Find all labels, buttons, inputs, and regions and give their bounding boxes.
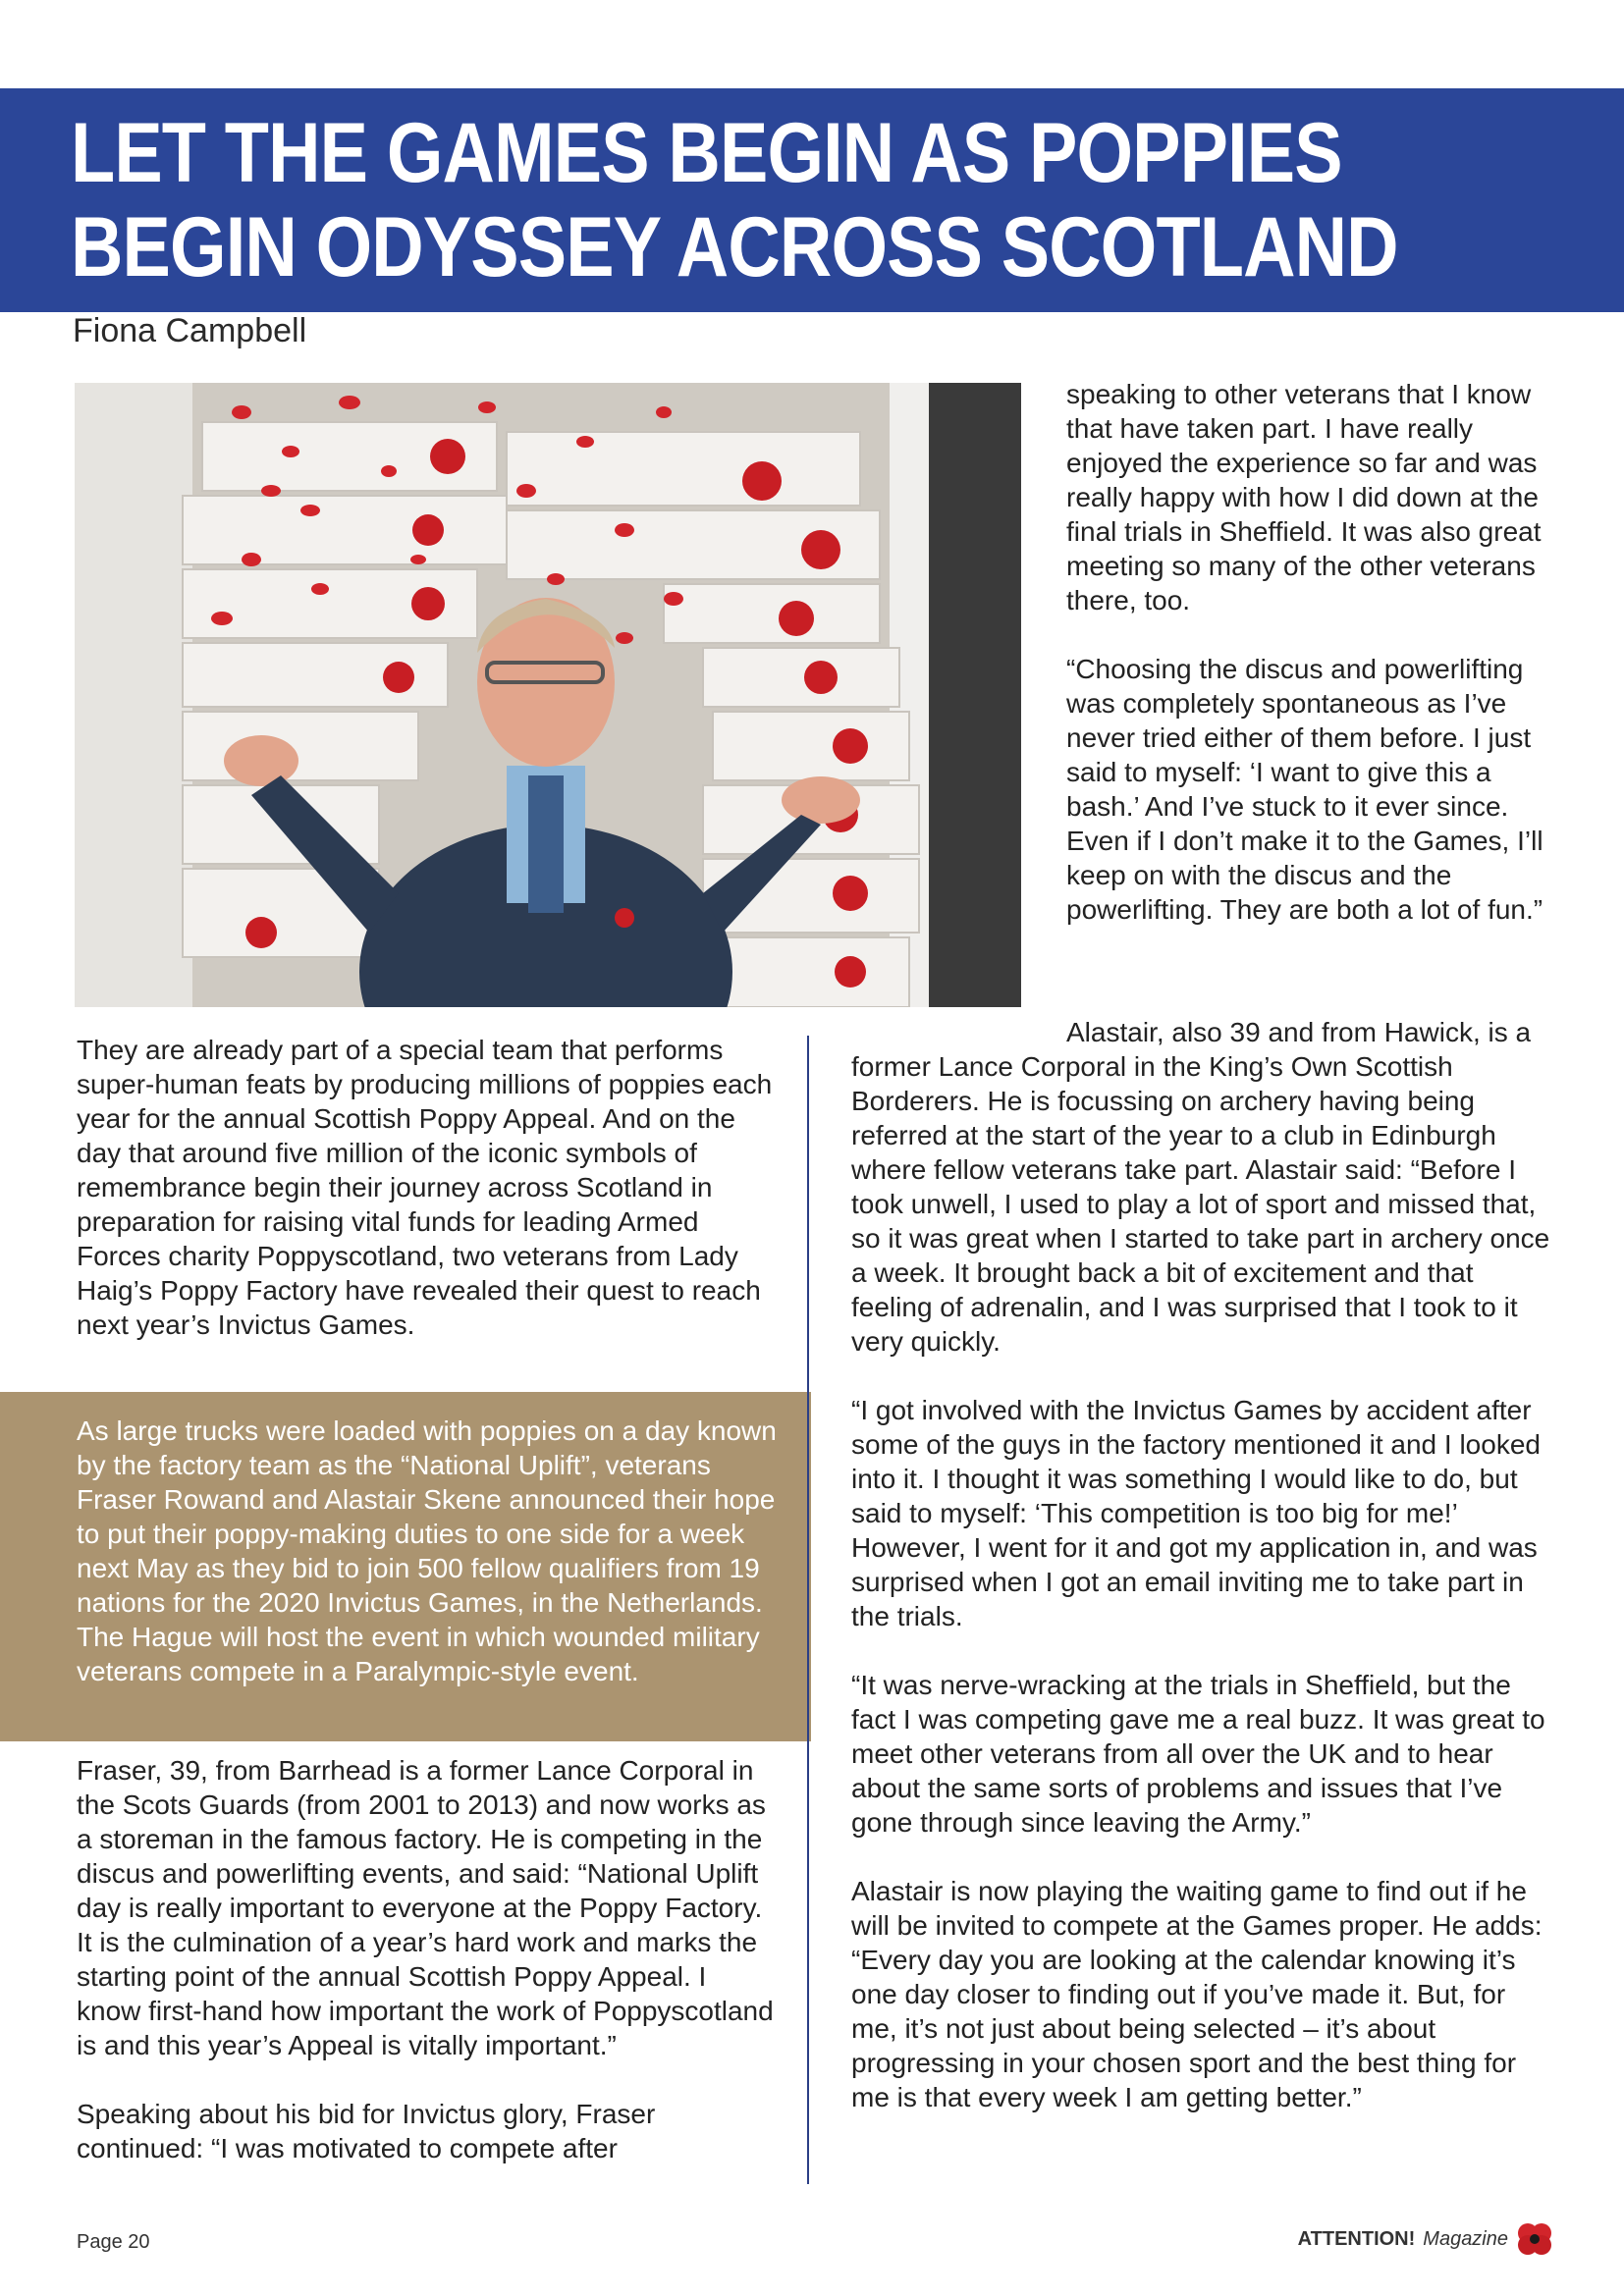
headline-banner [0, 88, 1624, 312]
column-divider [807, 1036, 809, 2184]
article-headline: LET THE GAMES BEGIN AS POPPIES BEGIN ODYSSEY ACROSS SCOTLAND [71, 106, 1398, 294]
page-number: Page 20 [77, 2231, 150, 2253]
left-column-bottom [77, 1753, 776, 2200]
paragraph: “It was nerve-wracking at the trials in Sheffield, but the fact I was competing gave me a real buzz. It was great to meet other veterans from all over the UK and to hear about the same sorts of problems and issues that I’ve gone through since leaving the Army.” [851, 1670, 1545, 1838]
brand-suffix: Magazine [1423, 2227, 1508, 2250]
paragraph: Alastair is now playing the waiting game to find out if he will be invited to compete at the Games proper. He adds: “Every day you are looking at the calendar knowing it’s one day closer to finding out if you’ve made it. But, for me, it’s not just about being selected – it’s about progressing in your chosen sport and the best thing for me is that every week I am getting better.” [851, 1876, 1543, 2112]
right-column-top [1066, 377, 1557, 961]
paragraph: “I got involved with the Invictus Games by accident after some of the guys in the factory mentioned it and I looked into it. I thought it was something I would like to do, but said to myself: ‘This competition is too big for me!’ However, I went for it and got my application in, and was surprised when I got an email inviting me to take part in the trials. [851, 1395, 1541, 1631]
paragraph: Alastair, also 39 and from Hawick, is a former Lance Corporal in the King’s Own Scottish Borderers. He is focussing on archery having being referred at the start of the year to a club in Edinburgh where fellow veterans take part. Alastair said: “Before I took unwell, I used to play a lot of sport and missed that, so it was great when I started to take part in archery once a week. It brought back a bit of excitement and that feeling of adrenalin, and I was surprised that I took to it very quickly. [851, 1017, 1550, 1357]
highlight-box [0, 1392, 811, 1741]
paragraph: They are already part of a special team that performs super-human feats by producing millions of poppies each year for the annual Scottish Poppy Appeal. And on the day that around five million of the iconic symbols of remembrance begin their journey across Scotland in preparation for raising vital funds for leading Armed Forces charity Poppyscotland, two veterans from Lady Haig’s Poppy Factory have revealed their quest to reach next year’s Invictus Games. [77, 1035, 773, 1340]
article-photo [75, 383, 1021, 1007]
paragraph: Speaking about his bid for Invictus glory, Fraser continued: “I was motivated to compete after [77, 2099, 656, 2163]
author-byline: Fiona Campbell [73, 312, 307, 349]
photo-veteran-poppy-boxes-icon [75, 383, 1021, 1007]
paragraph: speaking to other veterans that I know that have taken part. I have really enjoyed the experience so far and was really happy with how I did down at the final trials in Sheffield. It was also great meeting so many of the other veterans there, too. [1066, 379, 1542, 615]
right-column-main [851, 1015, 1558, 2149]
highlight-paragraph: As large trucks were loaded with poppies on a day known by the factory team as the “National Uplift”, veterans Fraser Rowand and Alastair Skene announced their hope to put their poppy-making duties to one side for a week next May as they bid to join 500 fellow qualifiers from 19 nations for the 2020 Invictus Games, in the Netherlands. The Hague will host the event in which wounded military veterans compete in a Paralympic-style event. [77, 1415, 777, 1686]
left-column-top [77, 1033, 776, 1376]
brand-name: ATTENTION! [1297, 2227, 1416, 2250]
paragraph: “Choosing the discus and powerlifting was completely spontaneous as I’ve never tried either of them before. I just said to myself: ‘I want to give this a bash.’ And I’ve stuck to it ever since. Even if I don’t make it to the Games, I’ll keep on with the discus and the powerlifting. They are both a lot of fun.” [1066, 654, 1543, 925]
footer-brand [1298, 2220, 1553, 2258]
paragraph: Fraser, 39, from Barrhead is a former Lance Corporal in the Scots Guards (from 2001 to 2013) and now works as a storeman in the famous factory. He is competing in the discus and powerlifting events, and said: “National Uplift day is really important to everyone at the Poppy Factory. It is the culmination of a year’s hard work and marks the starting point of the annual Scottish Poppy Appeal. I know first-hand how important the work of Poppyscotland is and this year’s Appeal is vitally important.” [77, 1755, 774, 2060]
poppy-icon [1516, 2220, 1553, 2258]
